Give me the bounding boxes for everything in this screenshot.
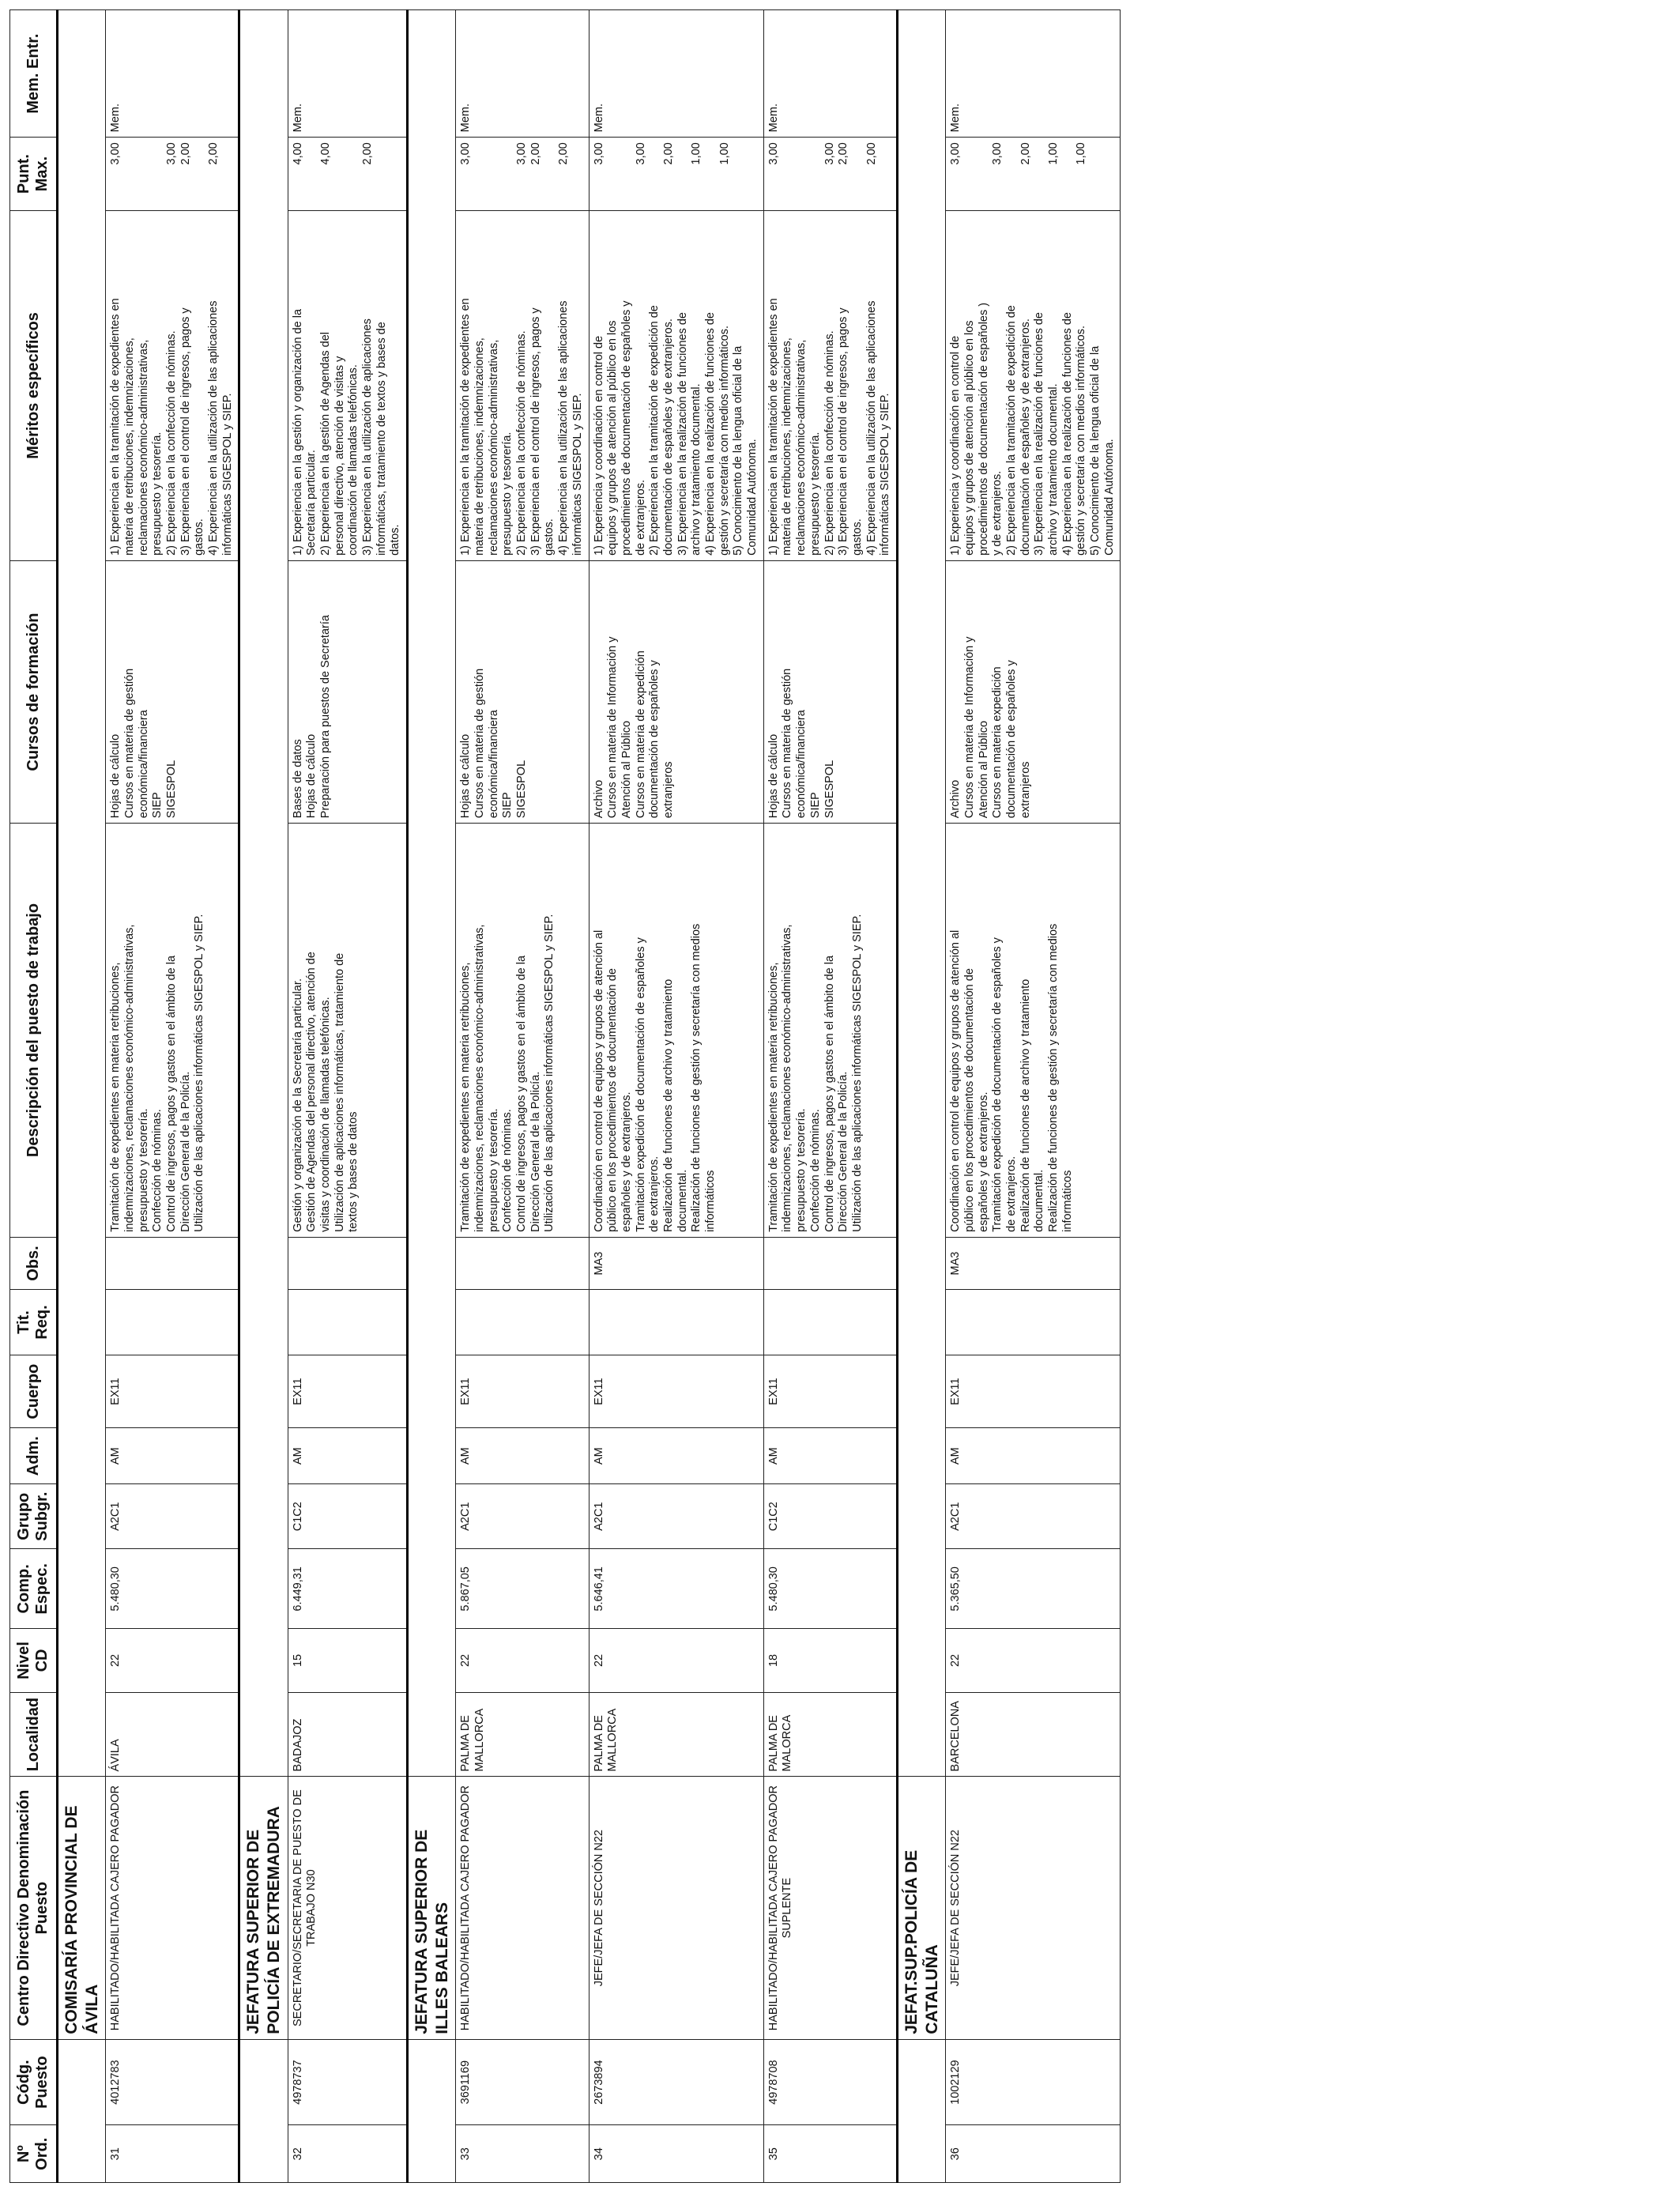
- cell-codigo: 4012783: [106, 2039, 239, 2125]
- section-header-row: [239, 10, 288, 2183]
- cell-mem-entr: Mem.: [456, 10, 589, 138]
- header-centro: Centro Directivo Denominación Puesto: [10, 1777, 58, 2039]
- section-spacer: [58, 10, 106, 1777]
- cell-grupo: A2C1: [946, 1483, 1121, 1549]
- cell-comp-espec: 5.365,50: [946, 1549, 1121, 1629]
- cell-num-ord: 31: [106, 2125, 239, 2183]
- section-spacer: [897, 10, 945, 1777]
- cell-comp-espec: 5.480,30: [106, 1549, 239, 1629]
- cell-cursos: Archivo Cursos en materia de Información y Atención al Público Cursos en materia expedición documentación de españoles y extranjeros: [946, 560, 1121, 823]
- header-row: [10, 10, 58, 2183]
- cell-tit-req: [288, 1290, 408, 1355]
- cell-cuerpo: EX11: [589, 1355, 763, 1428]
- cell-meritos: 1) Experiencia en la gestión y organización de la Secretaría particular. 2) Experiencia en la gestión de Agendas del personal directivo, atención de visitas y coordinación de llamadas telefónicas. 3) Experiencia en la utilización de aplicaciones informáticas, tratamiento de textos y bases de datos.: [288, 210, 408, 560]
- section-spacer: [408, 10, 456, 1777]
- cell-denominacion: HABILITADO/HABILITADA CAJERO PAGADOR: [106, 1777, 239, 2039]
- cell-meritos: 1) Experiencia en la tramitación de expedientes en materia de retribuciones, indemnizaciones, reclamaciones económico-administrativas, presupuesto y tesorería. 2) Experiencia en la confección de nóminas. 3) Experiencia en el control de ingresos, pagos y gastos. 4) Experiencia en la utilización de las aplicaciones informáticas SIGESPOL y SIEP.: [106, 210, 239, 560]
- cell-descripcion: Coordinación en control de equipos y grupos de atención al público en los procedimientos de documentación de españoles y de extranjeros. Tramitación expedición de documentación de españoles y de extranjeros. Realización de funciones de archivo y tratamiento documental. Realización de funciones de gestión y secretaría con medios informáticos: [589, 824, 763, 1238]
- cell-num-ord: 32: [288, 2125, 408, 2183]
- header-localidad: Localidad: [10, 1692, 58, 1777]
- cell-mem-entr: Mem.: [288, 10, 408, 138]
- cell-cuerpo: EX11: [288, 1355, 408, 1428]
- table-body: [58, 10, 1121, 2183]
- cell-obs: [288, 1237, 408, 1289]
- cell-meritos: 1) Experiencia en la tramitación de expedientes en materia de retribuciones, indemnizaciones, reclamaciones económico-administrativas, presupuesto y tesorería. 2) Experiencia en la confección de nóminas. 3) Experiencia en el control de ingresos, pagos y gastos. 4) Experiencia en la utilización de las aplicaciones informáticas SIGESPOL y SIEP.: [763, 210, 897, 560]
- cell-mem-entr: Mem.: [589, 10, 763, 138]
- header-punt: Punt. Max.: [10, 138, 58, 211]
- cell-localidad: PALMA DE MALLORCA: [589, 1692, 763, 1777]
- cell-cuerpo: EX11: [946, 1355, 1121, 1428]
- section-title: JEFAT.SUP.POLICÍA DE CATALUÑA: [897, 1777, 945, 2039]
- header-mem: Mem. Entr.: [10, 10, 58, 138]
- cell-nivel: 22: [456, 1629, 589, 1693]
- cell-obs: MA3: [946, 1237, 1121, 1289]
- cell-comp-espec: 6.449,31: [288, 1549, 408, 1629]
- cell-cursos: Hojas de cálculo Cursos en materia de gestión económica/financiera SIEP SIGESPOL: [456, 560, 589, 823]
- cell-denominacion: HABILITADO/HABILITADA CAJERO PAGADOR SUPLENTE: [763, 1777, 897, 2039]
- cell-denominacion: JEFE/JEFA DE SECCIÓN N22: [946, 1777, 1121, 2039]
- section-title: JEFATURA SUPERIOR DE POLICÍA DE EXTREMADURA: [239, 1777, 288, 2039]
- cell-adm: AM: [456, 1428, 589, 1483]
- cell-codigo: 2673894: [589, 2039, 763, 2125]
- cell-num-ord: 34: [589, 2125, 763, 2183]
- section-header-row: [58, 10, 106, 2183]
- cell-adm: AM: [288, 1428, 408, 1483]
- section-spacer: [897, 2039, 945, 2182]
- table-row: [288, 10, 408, 2183]
- header-nivel: Nivel CD: [10, 1629, 58, 1693]
- cell-descripcion: Gestión y organización de la Secretaría particular. Gestión de Agendas del personal directivo, atención de visitas y coordinación de llamadas telefónicas. Utilización de aplicaciones informáticas, tratamiento de textos y bases de datos: [288, 824, 408, 1238]
- cell-cuerpo: EX11: [106, 1355, 239, 1428]
- header-cod-puesto: Códg. Puesto: [10, 2039, 58, 2125]
- cell-nivel: 18: [763, 1629, 897, 1693]
- section-header-row: [897, 10, 945, 2183]
- cell-localidad: BADAJOZ: [288, 1692, 408, 1777]
- cell-punt-max: 3,00 3,00 2,00 1,00 1,00: [589, 138, 763, 211]
- header-descripcion: Descripción del puesto de trabajo: [10, 824, 58, 1238]
- section-spacer: [58, 2039, 106, 2182]
- cell-adm: AM: [763, 1428, 897, 1483]
- cell-nivel: 15: [288, 1629, 408, 1693]
- cell-comp-espec: 5.480,30: [763, 1549, 897, 1629]
- section-title: COMISARÍA PROVINCIAL DE ÁVILA: [58, 1777, 106, 2039]
- cell-comp-espec: 5.646,41: [589, 1549, 763, 1629]
- cell-obs: [763, 1237, 897, 1289]
- header-tit: Tit. Req.: [10, 1290, 58, 1355]
- cell-punt-max: 4,00 4,00 2,00: [288, 138, 408, 211]
- cell-cursos: Archivo Cursos en materia de Información y Atención al Público Cursos en materia de expedición documentación de españoles y extranjeros: [589, 560, 763, 823]
- header-adm: Adm.: [10, 1428, 58, 1483]
- cell-adm: AM: [589, 1428, 763, 1483]
- cell-obs: [456, 1237, 589, 1289]
- header-comp: Comp. Espec.: [10, 1549, 58, 1629]
- cell-comp-espec: 5.867,05: [456, 1549, 589, 1629]
- cell-grupo: C1C2: [288, 1483, 408, 1549]
- cell-num-ord: 33: [456, 2125, 589, 2183]
- cell-cuerpo: EX11: [763, 1355, 897, 1428]
- section-title: JEFATURA SUPERIOR DE ILLES BALEARS: [408, 1777, 456, 2039]
- cell-punt-max: 3,00 3,00 2,00 2,00: [106, 138, 239, 211]
- cell-codigo: 1002129: [946, 2039, 1121, 2125]
- cell-obs: MA3: [589, 1237, 763, 1289]
- cell-meritos: 1) Experiencia y coordinación en control de equipos y grupos de atención al público en los procedimientos de documentación de españoles ) y de extranjeros. 2) Experiencia en la tramitación de expedición de documentación de españoles y de extranjeros. 3) Experiencia en la realización de funciones de archivo y tratamiento documental. 4) Experiencia en la realización de funciones de gestión y secretaría con medios informáticos. 5) Conocimiento de la lengua oficial de la Comunidad Autónoma.: [946, 210, 1121, 560]
- cell-punt-max: 3,00 3,00 2,00 2,00: [763, 138, 897, 211]
- cell-codigo: 4978737: [288, 2039, 408, 2125]
- table-row: [946, 10, 1121, 2183]
- cell-localidad: PALMA DE MALORCA: [763, 1692, 897, 1777]
- cell-meritos: 1) Experiencia y coordinación en control de equipos y grupos de atención al público en los procedimientos de documentación de españoles y de extranjeros. 2) Experiencia en la tramitación de expedición de documentación de españoles y de extranjeros. 3) Experiencia en la realización de funciones de archivo y tratamiento documental. 4) Experiencia en la realización de funciones de gestión y secretaría con medios informáticos. 5) Conocimiento de la lengua oficial de la Comunidad Autónoma.: [589, 210, 763, 560]
- cell-num-ord: 35: [763, 2125, 897, 2183]
- cell-descripcion: Tramitación de expedientes en materia retribuciones, indemnizaciones, reclamaciones económico-administrativas, presupuesto y tesorería. Confección de nóminas. Control de ingresos, pagos y gastos en el ámbito de la Dirección General de la Policía. Utilización de las aplicaciones informáticas SIGESPOL y SIEP.: [106, 824, 239, 1238]
- header-grupo: Grupo Subgr.: [10, 1483, 58, 1549]
- cell-meritos: 1) Experiencia en la tramitación de expedientes en materia de retribuciones, indemnizaciones, reclamaciones económico-administrativas, presupuesto y tesorería. 2) Experiencia en la confección de nóminas. 3) Experiencia en el control de ingresos, pagos y gastos. 4) Experiencia en la utilización de las aplicaciones informáticas SIGESPOL y SIEP.: [456, 210, 589, 560]
- cell-tit-req: [589, 1290, 763, 1355]
- cell-tit-req: [106, 1290, 239, 1355]
- cell-tit-req: [763, 1290, 897, 1355]
- cell-adm: AM: [946, 1428, 1121, 1483]
- cell-descripcion: Tramitación de expedientes en materia retribuciones, indemnizaciones, reclamaciones económico-administrativas, presupuesto y tesorería. Confección de nóminas. Control de ingresos, pagos y gastos en el ámbito de la Dirección General de la Policía. Utilización de las aplicaciones informáticas SIGESPOL y SIEP.: [763, 824, 897, 1238]
- cell-descripcion: Coordinación en control de equipos y grupos de atención al público en los procedimientos de documentación de españoles y de extranjeros. Tramitación expedición de documentación de españoles y de extranjeros. Realización de funciones de archivo y tratamiento documental. Realización de funciones de gestión y secretaría con medios informáticos: [946, 824, 1121, 1238]
- cell-denominacion: JEFE/JEFA DE SECCIÓN N22: [589, 1777, 763, 2039]
- section-header-row: [408, 10, 456, 2183]
- header-obs: Obs.: [10, 1237, 58, 1289]
- cell-cursos: Hojas de cálculo Cursos en materia de gestión económica/financiera SIEP SIGESPOL: [763, 560, 897, 823]
- cell-codigo: 4978708: [763, 2039, 897, 2125]
- table-row: [456, 10, 589, 2183]
- cell-codigo: 3691169: [456, 2039, 589, 2125]
- table-row: [763, 10, 897, 2183]
- cell-adm: AM: [106, 1428, 239, 1483]
- section-spacer: [239, 2039, 288, 2182]
- cell-grupo: A2C1: [589, 1483, 763, 1549]
- section-spacer: [408, 2039, 456, 2182]
- cell-descripcion: Tramitación de expedientes en materia retribuciones, indemnizaciones, reclamaciones económico-administrativas, presupuesto y tesorería. Confección de nóminas. Control de ingresos, pagos y gastos en el ámbito de la Dirección General de la Policía. Utilización de las aplicaciones informáticas SIGESPOL y SIEP.: [456, 824, 589, 1238]
- section-spacer: [239, 10, 288, 1777]
- cell-localidad: BARCELONA: [946, 1692, 1121, 1777]
- cell-tit-req: [456, 1290, 589, 1355]
- cell-mem-entr: Mem.: [106, 10, 239, 138]
- cell-localidad: PALMA DE MALLORCA: [456, 1692, 589, 1777]
- cell-punt-max: 3,00 3,00 2,00 1,00 1,00: [946, 138, 1121, 211]
- table-row: [589, 10, 763, 2183]
- table-row: [106, 10, 239, 2183]
- cell-mem-entr: Mem.: [946, 10, 1121, 138]
- cell-grupo: C1C2: [763, 1483, 897, 1549]
- cell-grupo: A2C1: [106, 1483, 239, 1549]
- cell-cuerpo: EX11: [456, 1355, 589, 1428]
- cell-cursos: Hojas de cálculo Cursos en materia de gestión económica/financiera SIEP SIGESPOL: [106, 560, 239, 823]
- header-cursos: Cursos de formación: [10, 560, 58, 823]
- header-num-ord: Nº Ord.: [10, 2125, 58, 2183]
- header-cuerpo: Cuerpo: [10, 1355, 58, 1428]
- header-meritos: Méritos específicos: [10, 210, 58, 560]
- cell-obs: [106, 1237, 239, 1289]
- cell-denominacion: SECRETARIO/SECRETARIA DE PUESTO DE TRABAJO N30: [288, 1777, 408, 2039]
- cell-denominacion: HABILITADO/HABILITADA CAJERO PAGADOR: [456, 1777, 589, 2039]
- cell-punt-max: 3,00 3,00 2,00 2,00: [456, 138, 589, 211]
- cell-num-ord: 36: [946, 2125, 1121, 2183]
- cell-tit-req: [946, 1290, 1121, 1355]
- cell-cursos: Bases de datos Hojas de cálculo Preparación para puestos de Secretaría: [288, 560, 408, 823]
- cell-localidad: ÁVILA: [106, 1692, 239, 1777]
- cell-nivel: 22: [589, 1629, 763, 1693]
- cell-grupo: A2C1: [456, 1483, 589, 1549]
- cell-mem-entr: Mem.: [763, 10, 897, 138]
- cell-nivel: 22: [106, 1629, 239, 1693]
- cell-nivel: 22: [946, 1629, 1121, 1693]
- positions-table: [9, 9, 1121, 2183]
